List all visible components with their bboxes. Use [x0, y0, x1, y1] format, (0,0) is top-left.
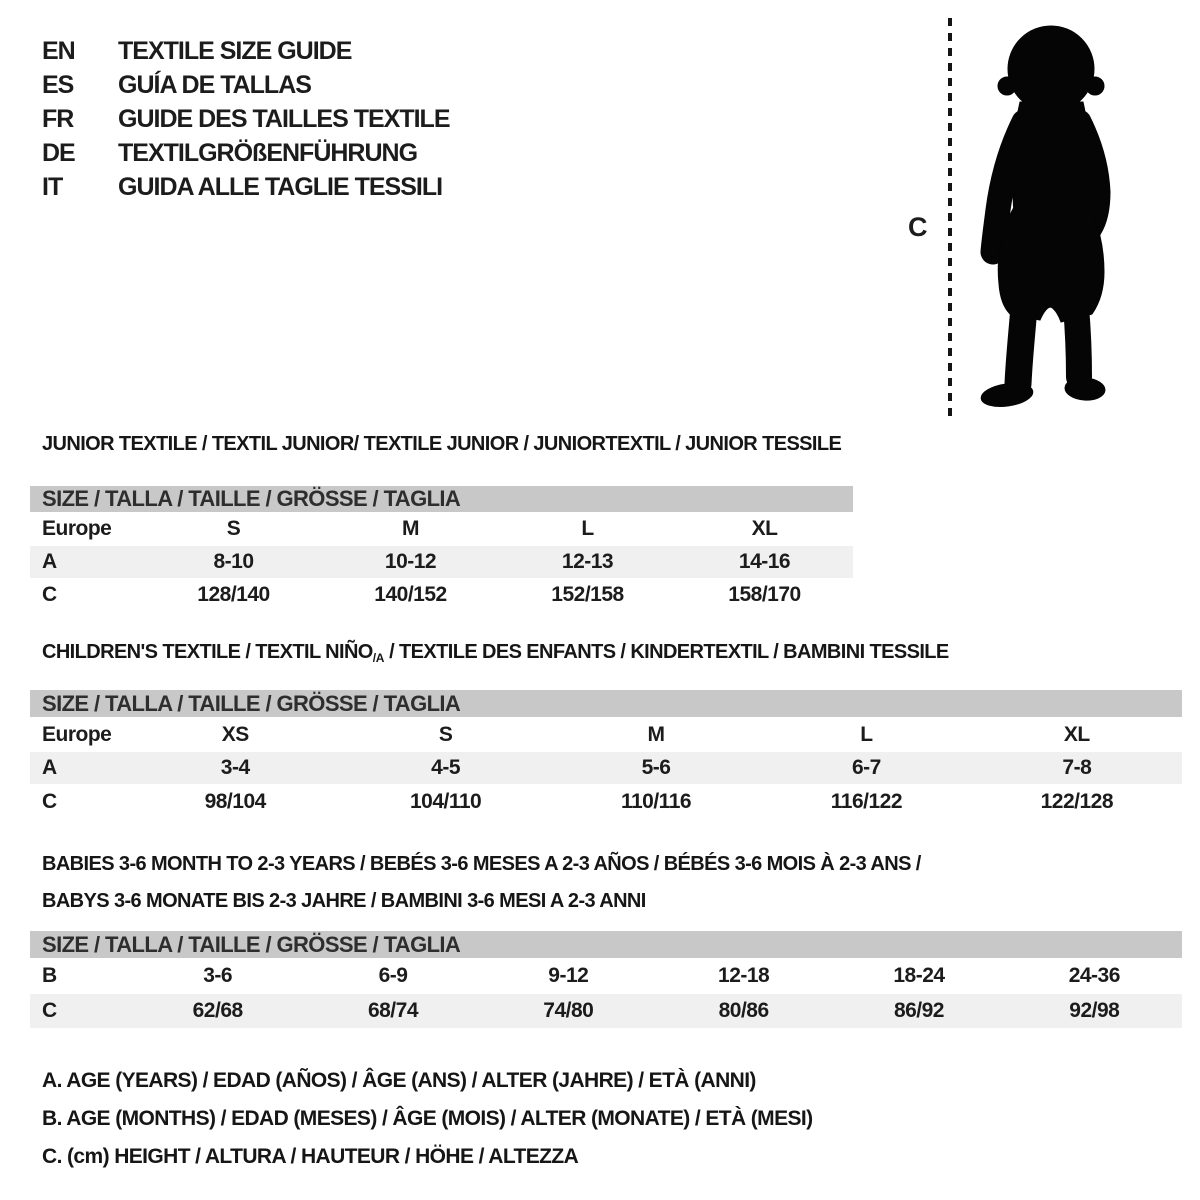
babies-title-line1: BABIES 3-6 MONTH TO 2-3 YEARS / BEBÉS 3-6 MESES A 2-3 AÑOS / BÉBÉS 3-6 MOIS À 2-3 ANS /: [42, 853, 921, 875]
guide-title-de: TEXTILGRÖßENFÜHRUNG: [118, 139, 418, 167]
measure-c-label: C: [908, 212, 928, 242]
table-cell: 98/104: [204, 790, 266, 813]
language-code: ES: [42, 71, 74, 99]
children-title-prefix: CHILDREN'S TEXTILE / TEXTIL NIÑO: [42, 641, 373, 663]
size-header-bar: [30, 690, 1182, 717]
table-cell: 12-18: [718, 964, 770, 987]
row-label: C: [42, 583, 57, 606]
table-cell: 7-8: [1062, 756, 1092, 779]
language-row-es: [42, 68, 450, 102]
children-section-title: [42, 641, 949, 665]
language-code: DE: [42, 139, 75, 167]
row-label: C: [42, 999, 57, 1022]
row-label: C: [42, 790, 57, 813]
table-cell: 128/140: [197, 583, 270, 606]
size-header-bar: [30, 931, 1182, 958]
table-cell: 92/98: [1069, 999, 1120, 1022]
table-row-europe: [30, 717, 1182, 752]
language-code: EN: [42, 37, 75, 65]
table-cell: 62/68: [192, 999, 243, 1022]
size-header-bar: [30, 486, 853, 512]
junior-size-table: [30, 486, 853, 612]
legend-line-a: A. AGE (YEARS) / EDAD (AÑOS) / ÂGE (ANS) / ALTER (JAHRE) / ETÀ (ANNI): [42, 1069, 756, 1092]
size-header-label: SIZE / TALLA / TAILLE / GRÖSSE / TAGLIA: [42, 486, 461, 511]
table-cell: 10-12: [384, 550, 437, 573]
table-cell: 158/170: [728, 583, 801, 606]
toddler-silhouette: [958, 12, 1143, 416]
language-row-it: [42, 170, 450, 204]
table-cell: S: [438, 722, 453, 746]
table-row-age-months: [30, 958, 1182, 994]
table-cell: 6-7: [851, 756, 881, 779]
table-cell: 80/86: [718, 999, 769, 1022]
table-row-height: [30, 994, 1182, 1028]
babies-size-table: [30, 931, 1182, 1028]
table-cell: L: [860, 722, 873, 746]
table-cell: 14-16: [738, 550, 791, 573]
legend-line-c: C. (cm) HEIGHT / ALTURA / HAUTEUR / HÖHE / ALTEZZA: [42, 1145, 579, 1168]
table-row-europe: [30, 512, 853, 546]
row-label: A: [42, 550, 57, 573]
table-cell: XS: [221, 722, 249, 746]
table-row-age: [30, 752, 1182, 784]
table-cell: 104/110: [409, 790, 482, 813]
legend-line-b: B. AGE (MONTHS) / EDAD (MESES) / ÂGE (MOIS) / ALTER (MONATE) / ETÀ (MESI): [42, 1107, 813, 1130]
guide-title-en: TEXTILE SIZE GUIDE: [118, 37, 352, 65]
table-cell: 8-10: [213, 550, 254, 573]
table-cell: XL: [751, 517, 778, 540]
language-row-fr: [42, 102, 450, 136]
row-label: Europe: [42, 517, 112, 540]
table-cell: XL: [1063, 722, 1090, 746]
table-row-height: [30, 784, 1182, 820]
table-cell: 5-6: [641, 756, 671, 779]
babies-section-title: [42, 846, 972, 920]
table-cell: 86/92: [893, 999, 944, 1022]
language-code: FR: [42, 105, 74, 133]
table-cell: 3-4: [220, 756, 250, 779]
language-code: IT: [42, 173, 63, 201]
table-row-age: [30, 546, 853, 578]
row-label: A: [42, 756, 57, 779]
size-header-label: SIZE / TALLA / TAILLE / GRÖSSE / TAGLIA: [42, 690, 461, 716]
guide-title-it: GUIDA ALLE TAGLIE TESSILI: [118, 173, 443, 201]
table-cell: 122/128: [1040, 790, 1114, 813]
children-size-table: [30, 690, 1182, 820]
table-cell: 68/74: [367, 999, 419, 1022]
row-label: Europe: [42, 722, 112, 746]
table-cell: L: [581, 517, 594, 540]
guide-title-fr: GUIDE DES TAILLES TEXTILE: [118, 105, 450, 133]
children-title-suffix: / TEXTILE DES ENFANTS / KINDERTEXTIL / BAMBINI TESSILE: [384, 641, 949, 663]
size-header-label: SIZE / TALLA / TAILLE / GRÖSSE / TAGLIA: [42, 931, 461, 957]
table-cell: 24-36: [1068, 964, 1120, 987]
table-cell: 152/158: [551, 583, 624, 606]
table-cell: M: [402, 517, 419, 540]
table-cell: M: [647, 722, 665, 746]
table-cell: 4-5: [431, 756, 461, 779]
table-row-height: [30, 578, 853, 612]
guide-title-es: GUÍA DE TALLAS: [118, 71, 311, 99]
junior-section-title: JUNIOR TEXTILE / TEXTIL JUNIOR/ TEXTILE JUNIOR / JUNIORTEXTIL / JUNIOR TESSILE: [42, 433, 842, 455]
table-cell: 3-6: [203, 964, 233, 987]
table-cell: 6-9: [378, 964, 408, 987]
table-cell: S: [226, 517, 241, 540]
table-cell: 110/116: [620, 790, 692, 813]
table-cell: 18-24: [893, 964, 945, 987]
height-measure-dashed-line: [948, 18, 952, 416]
language-row-en: [42, 34, 450, 68]
language-row-de: [42, 136, 450, 170]
babies-title-line2: BABYS 3-6 MONATE BIS 2-3 JAHRE / BAMBINI 3-6 MESI A 2-3 ANNI: [42, 890, 646, 912]
row-label: B: [42, 964, 57, 987]
children-title-sub: /A: [372, 651, 385, 665]
table-cell: 116/122: [830, 790, 903, 813]
table-cell: 74/80: [543, 999, 594, 1022]
table-cell: 12-13: [561, 550, 614, 573]
language-title-list: [42, 34, 450, 204]
table-cell: 9-12: [548, 964, 589, 987]
measurement-legend: [42, 1062, 813, 1176]
table-cell: 140/152: [374, 583, 447, 606]
